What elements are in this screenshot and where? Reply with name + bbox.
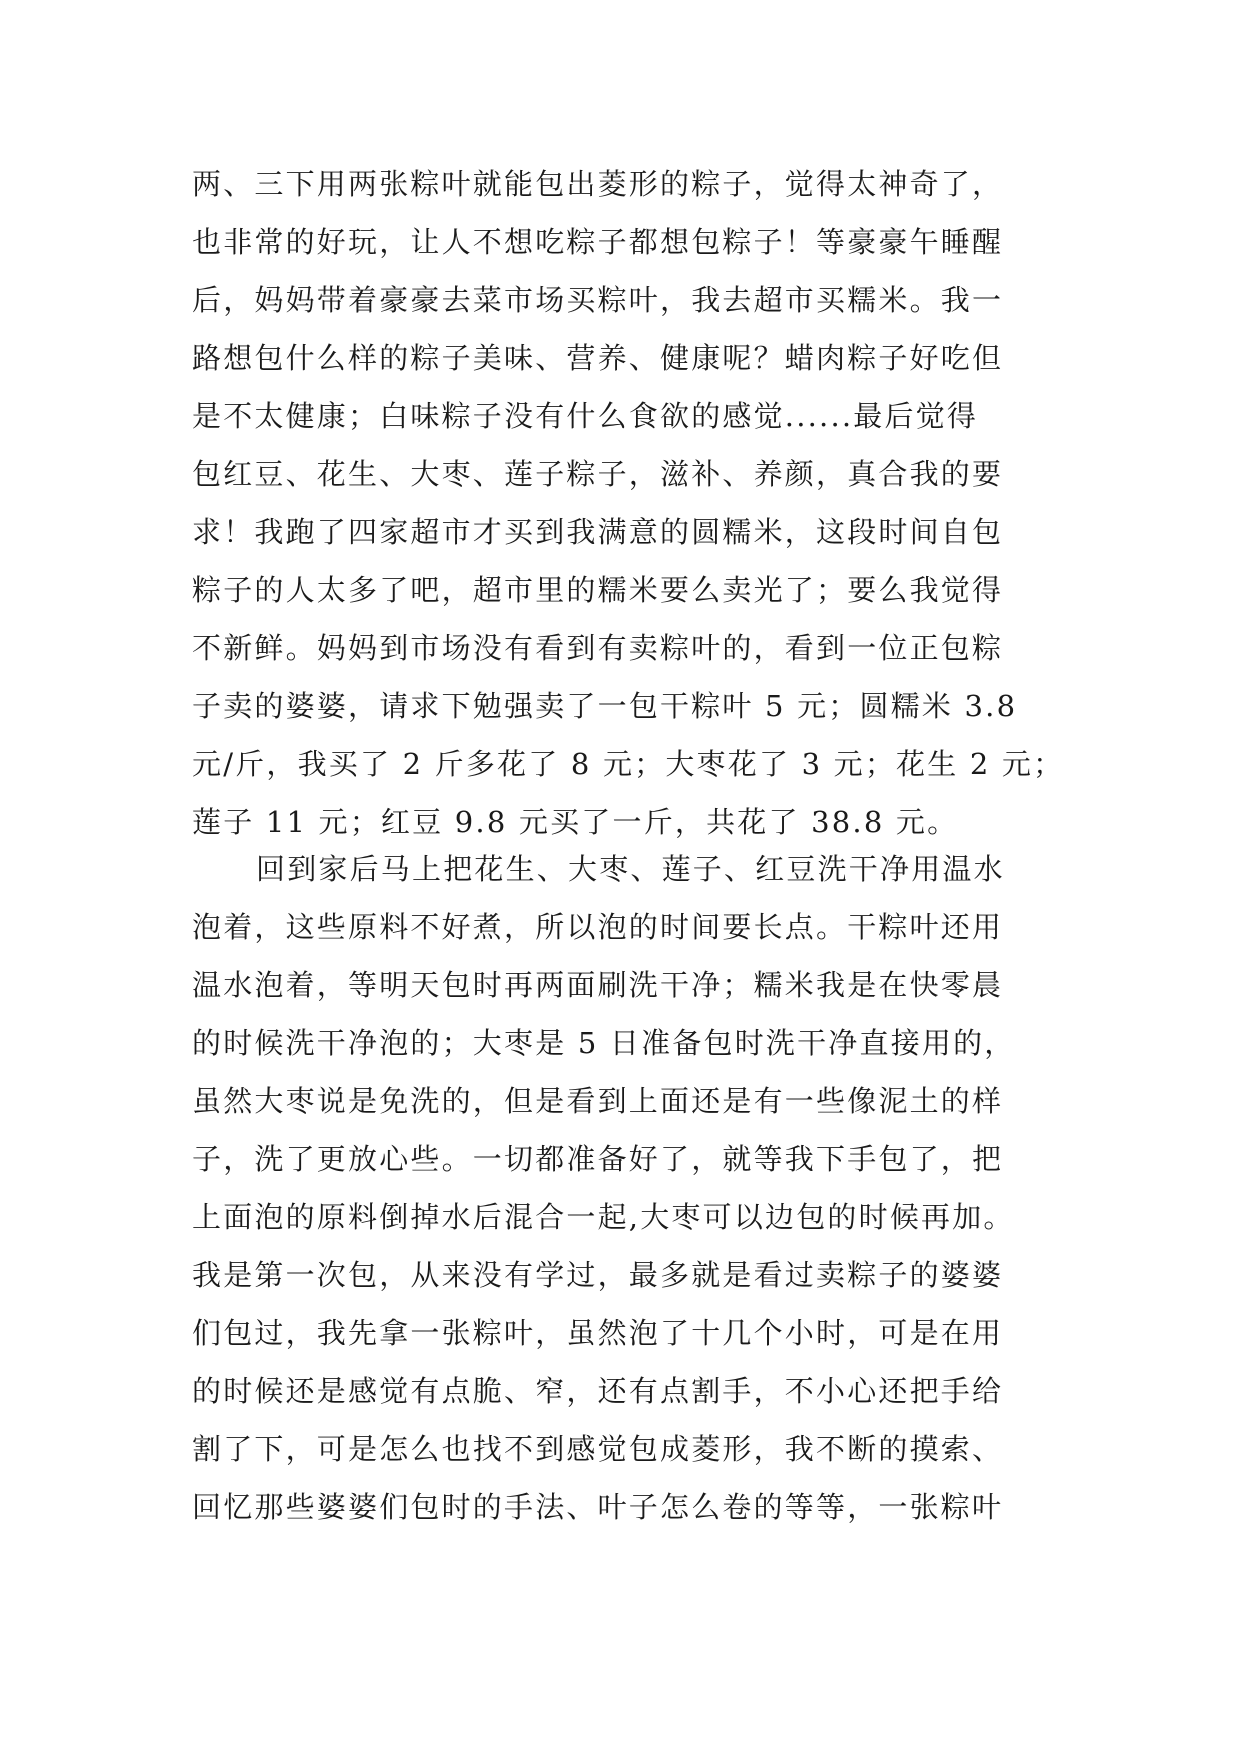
paragraph-first-line: 回到家后马上把花生、大枣、莲子、红豆洗干净用温水 xyxy=(256,852,1005,886)
paragraph-line: 们包过，我先拿一张粽叶，虽然泡了十几个小时，可是在用 xyxy=(192,1316,1004,1350)
paragraph-line: 泡着，这些原料不好煮，所以泡的时间要长点。干粽叶还用 xyxy=(192,910,1004,944)
paragraph-line: 莲子 11 元；红豆 9.8 元买了一斤，共花了 38.8 元。 xyxy=(192,805,959,839)
paragraph-line: 不新鲜。妈妈到市场没有看到有卖粽叶的，看到一位正包粽 xyxy=(192,631,1004,665)
paragraph-line: 的时候洗干净泡的；大枣是 5 日准备包时洗干净直接用的， xyxy=(192,1026,1016,1060)
paragraph-line: 上面泡的原料倒掉水后混合一起,大枣可以边包的时候再加。 xyxy=(192,1200,1015,1234)
paragraph-line: 后，妈妈带着豪豪去菜市场买粽叶，我去超市买糯米。我一 xyxy=(192,283,1004,317)
paragraph-line: 我是第一次包，从来没有学过，最多就是看过卖粽子的婆婆 xyxy=(192,1258,1004,1292)
paragraph-line: 路想包什么样的粽子美味、营养、健康呢？蜡肉粽子好吃但 xyxy=(192,341,1004,375)
paragraph-line: 包红豆、花生、大枣、莲子粽子，滋补、养颜，真合我的要 xyxy=(192,457,1004,491)
paragraph-line: 回忆那些婆婆们包时的手法、叶子怎么卷的等等，一张粽叶 xyxy=(192,1490,1004,1524)
paragraph-line: 温水泡着，等明天包时再两面刷洗干净；糯米我是在快零晨 xyxy=(192,968,1004,1002)
paragraph-2 xyxy=(192,840,1052,1536)
paragraph-line: 元/斤，我买了 2 斤多花了 8 元；大枣花了 3 元；花生 2 元； xyxy=(192,747,1065,781)
paragraph-1 xyxy=(192,155,1065,851)
paragraph-line: 两、三下用两张粽叶就能包出菱形的粽子，觉得太神奇了， xyxy=(192,167,1004,201)
paragraph-line: 也非常的好玩，让人不想吃粽子都想包粽子！等豪豪午睡醒 xyxy=(192,225,1004,259)
paragraph-line: 的时候还是感觉有点脆、窄，还有点割手，不小心还把手给 xyxy=(192,1374,1004,1408)
paragraph-line: 子卖的婆婆，请求下勉强卖了一包干粽叶 5 元；圆糯米 3.8 xyxy=(192,689,1018,723)
paragraph-line: 子，洗了更放心些。一切都准备好了，就等我下手包了，把 xyxy=(192,1142,1004,1176)
paragraph-line: 粽子的人太多了吧，超市里的糯米要么卖光了；要么我觉得 xyxy=(192,573,1004,607)
paragraph-line: 割了下，可是怎么也找不到感觉包成菱形，我不断的摸索、 xyxy=(192,1432,1004,1466)
paragraph-line: 虽然大枣说是免洗的，但是看到上面还是有一些像泥土的样 xyxy=(192,1084,1004,1118)
paragraph-line: 求！我跑了四家超市才买到我满意的圆糯米，这段时间自包 xyxy=(192,515,1004,549)
paragraph-line: 是不太健康；白味粽子没有什么食欲的感觉......最后觉得 xyxy=(192,399,979,433)
